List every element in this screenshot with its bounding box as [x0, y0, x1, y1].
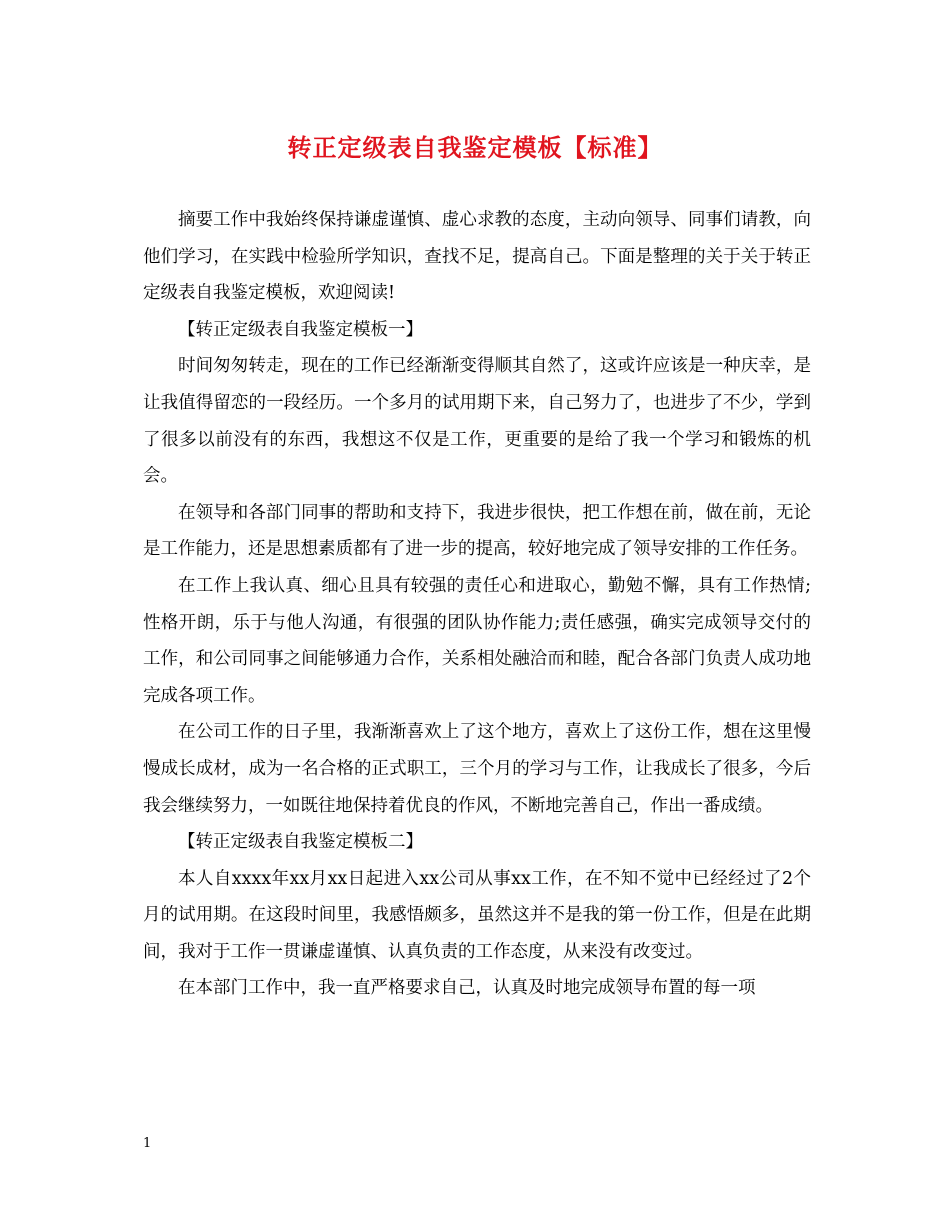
section-heading-2: 【转正定级表自我鉴定模板二】 — [178, 832, 423, 853]
intro-paragraph: 摘要工作中我始终保持谦虚谨慎、虚心求教的态度，主动向领导、同事们请教，向他们学习，在实践中检验所学知识，查找不足，提高自己。下面是整理的关于关于转正定级表自我鉴定模板，欢迎阅读! — [143, 210, 811, 304]
paragraph: 时间匆匆转走，现在的工作已经渐渐变得顺其自然了，这或许应该是一种庆幸，是让我值得留恋的一段经历。一个多月的试用期下来，自己努力了，也进步了不少，学到了很多以前没有的东西，我想这不仅是工作，更重要的是给了我一个学习和锻炼的机会。 — [143, 356, 811, 487]
page-number: 1 — [143, 1136, 152, 1151]
paragraph: 在公司工作的日子里，我渐渐喜欢上了这个地方，喜欢上了这份工作，想在这里慢慢成长成材，成为一名合格的正式职工，三个月的学习与工作，让我成长了很多，今后我会继续努力，一如既往地保持着优良的作风，不断地完善自己，作出一番成绩。 — [143, 722, 811, 816]
paragraph: 本人自xxxx年xx月xx日起进入xx公司从事xx工作，在不知不觉中已经经过了2个月的试用期。在这段时间里，我感悟颇多，虽然这并不是我的第一份工作，但是在此期间，我对于工作一贯谦虚谨慎、认真负责的工作态度，从来没有改变过。 — [143, 868, 811, 962]
section-heading-1: 【转正定级表自我鉴定模板一】 — [178, 319, 423, 340]
paragraph: 在工作上我认真、细心且具有较强的责任心和进取心，勤勉不懈，具有工作热情;性格开朗，乐于与他人沟通，有很强的团队协作能力;责任感强，确实完成领导交付的工作，和公司同事之间能够通力合作，关系相处融洽而和睦，配合各部门负责人成功地完成各项工作。 — [143, 575, 811, 706]
document-body — [143, 202, 811, 1007]
document-title: 转正定级表自我鉴定模板【标准】 — [287, 133, 663, 162]
paragraph: 在本部门工作中，我一直严格要求自己，认真及时地完成领导布置的每一项 — [178, 978, 756, 999]
paragraph: 在领导和各部门同事的帮助和支持下，我进步很快，把工作想在前，做在前，无论是工作能力，还是思想素质都有了进一步的提高，较好地完成了领导安排的工作任务。 — [143, 502, 811, 560]
